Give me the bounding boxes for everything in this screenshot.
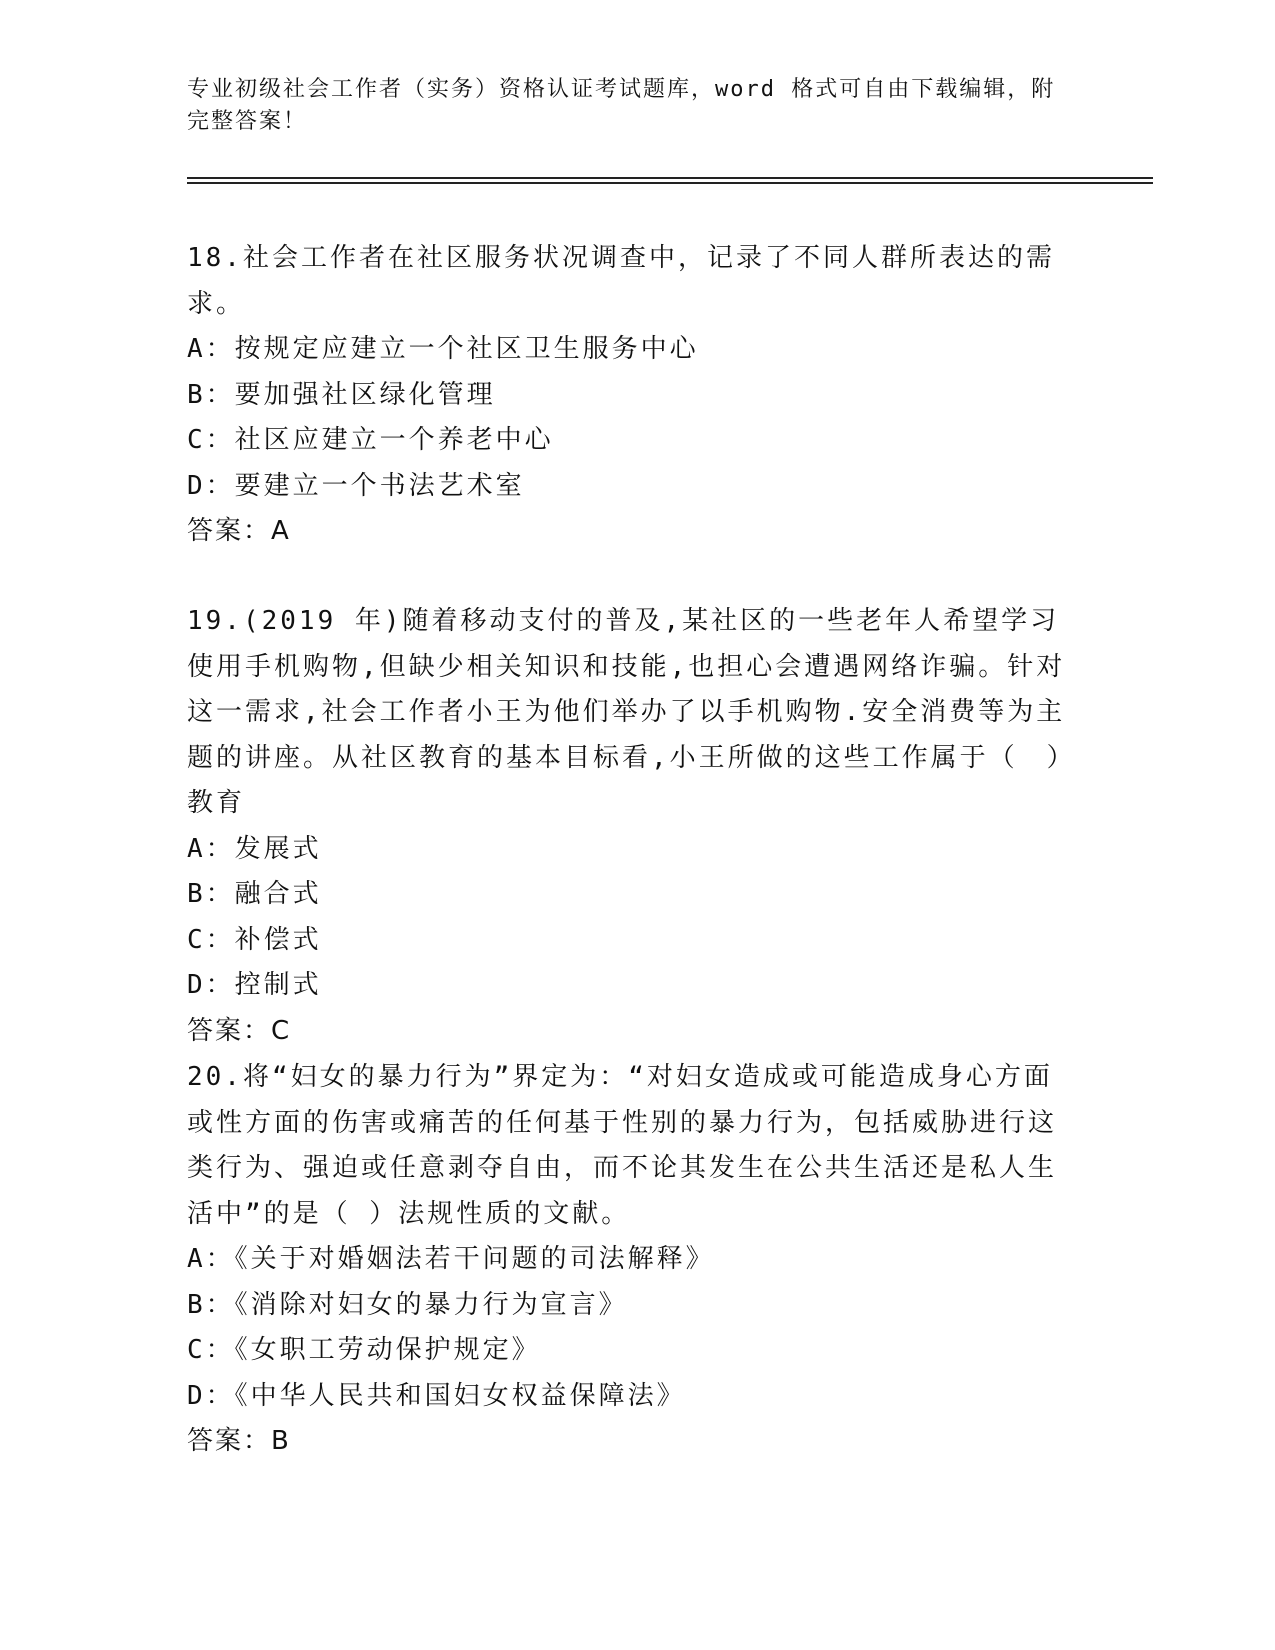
option-a: A：《关于对婚姻法若干问题的司法解释》 xyxy=(187,1244,715,1274)
answer: 答案：B xyxy=(187,1426,291,1456)
answer: 答案：C xyxy=(187,1015,292,1046)
question-18 xyxy=(187,236,1077,555)
option-a: A：发展式 xyxy=(187,833,322,864)
option-d: D：《中华人民共和国妇女权益保障法》 xyxy=(187,1380,686,1411)
header-rule-bottom xyxy=(187,182,1153,184)
option-b: B：《消除对妇女的暴力行为宣言》 xyxy=(187,1289,628,1320)
answer: 答案：A xyxy=(187,516,291,546)
option-c: C：社区应建立一个养老中心 xyxy=(187,425,554,455)
document-header: 专业初级社会工作者（实务）资格认证考试题库，word 格式可自由下载编辑，附完整答案！ xyxy=(187,77,1056,134)
question-stem: 20.将“妇女的暴力行为”界定为：“对妇女造成或可能造成身心方面或性方面的伤害或痛苦的任何基于性别的暴力行为，包括威胁进行这类行为、强迫或任意剥夺自由，而不论其发生在公共生活还是私人生活中”的是（ ）法规性质的文献。 xyxy=(187,1062,1058,1229)
question-stem: 18.社会工作者在社区服务状况调查中，记录了不同人群所表达的需求。 xyxy=(187,243,1055,319)
option-c: C：补偿式 xyxy=(187,924,322,955)
option-c: C：《女职工劳动保护规定》 xyxy=(187,1335,541,1365)
question-stem: 19.(2019 年)随着移动支付的普及,某社区的一些老年人希望学习使用手机购物,但缺少相关知识和技能,也担心会遭遇网络诈骗。针对这一需求,社会工作者小王为他们举办了以手机购物.安全消费等为主题的讲座。从社区教育的基本目标看,小王所做的这些工作属于（ ）教育 xyxy=(187,606,1076,818)
question-19 xyxy=(187,599,1077,1054)
option-a: A：按规定应建立一个社区卫生服务中心 xyxy=(187,334,699,364)
option-d: D：控制式 xyxy=(187,970,322,1000)
option-b: B：要加强社区绿化管理 xyxy=(187,379,496,410)
question-20 xyxy=(187,1055,1077,1465)
option-d: D：要建立一个书法艺术室 xyxy=(187,470,525,501)
header-rule-top xyxy=(187,177,1153,179)
option-b: B：融合式 xyxy=(187,879,322,909)
